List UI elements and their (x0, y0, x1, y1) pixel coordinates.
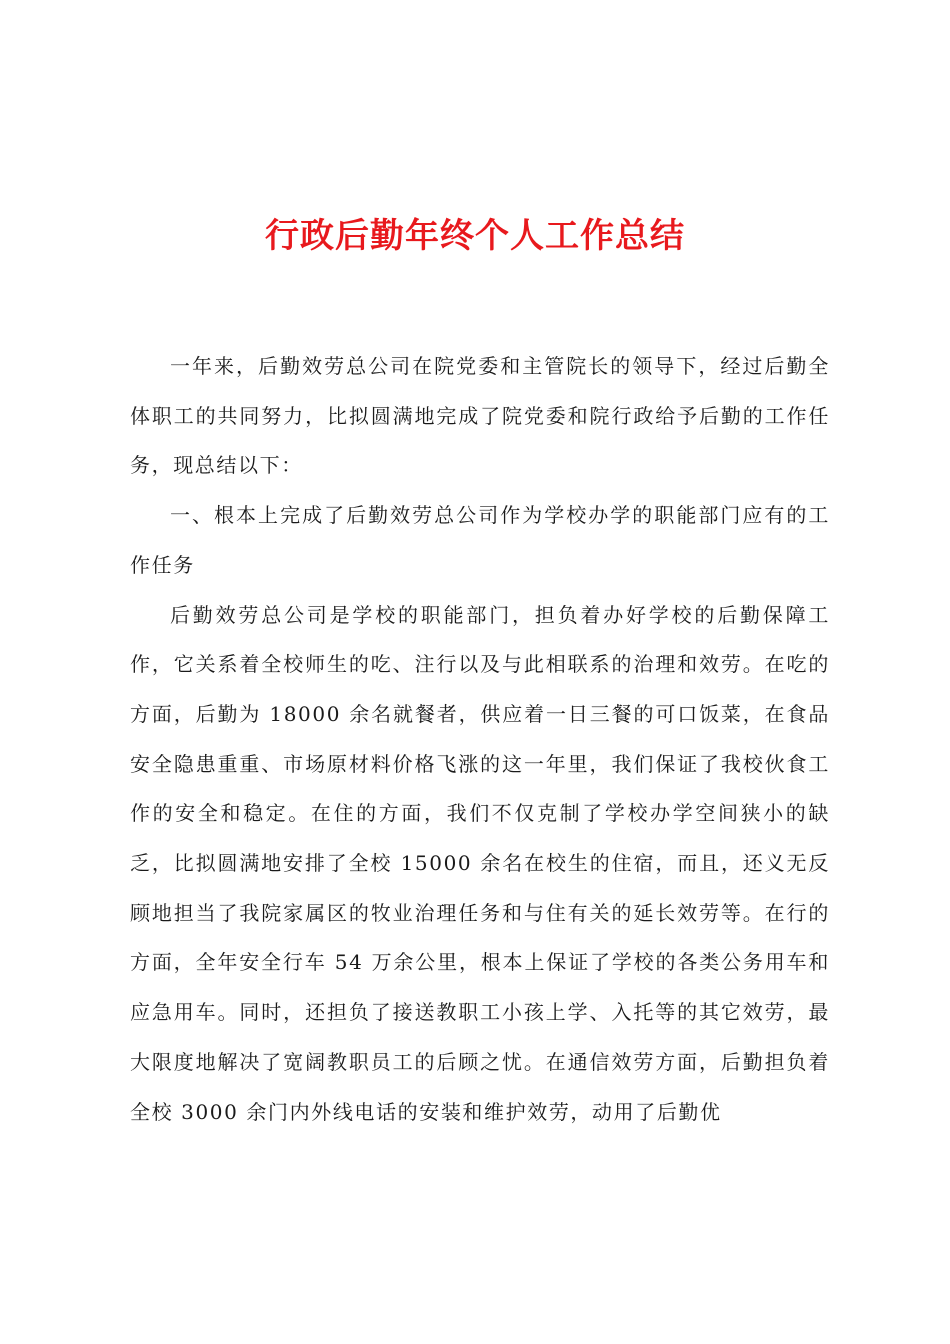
document-body (130, 342, 830, 1137)
paragraph-intro: 一年来，后勤效劳总公司在院党委和主管院长的领导下，经过后勤全体职工的共同努力，比拟圆满地完成了院党委和院行政给予后勤的工作任务，现总结以下： (130, 354, 830, 478)
document-title: 行政后勤年终个人工作总结 (265, 216, 685, 256)
paragraph-section-heading: 一、根本上完成了后勤效劳总公司作为学校办学的职能部门应有的工作任务 (130, 503, 830, 577)
paragraph-body: 后勤效劳总公司是学校的职能部门，担负着办好学校的后勤保障工作，它关系着全校师生的吃、注行以及与此相联系的治理和效劳。在吃的方面，后勤为 18000 余名就餐者，供应着一日三餐的可口饭菜，在食品安全隐患重重、市场原材料价格飞涨的这一年里，我们保证了我校伙食工作的安全和稳定。在住的方面，我们不仅克制了学校办学空间狭小的缺乏，比拟圆满地安排了全校 15000 余名在校生的住宿，而且，还义无反顾地担当了我院家属区的牧业治理任务和与住有关的延长效劳等。在行的方面，全年安全行车 54 万余公里，根本上保证了学校的各类公务用车和应急用车。同时，还担负了接送教职工小孩上学、入托等的其它效劳，最大限度地解决了宽阔教职员工的后顾之忧。在通信效劳方面，后勤担负着全校 3000 余门内外线电话的安装和维护效劳，动用了后勤优 (130, 602, 830, 1124)
